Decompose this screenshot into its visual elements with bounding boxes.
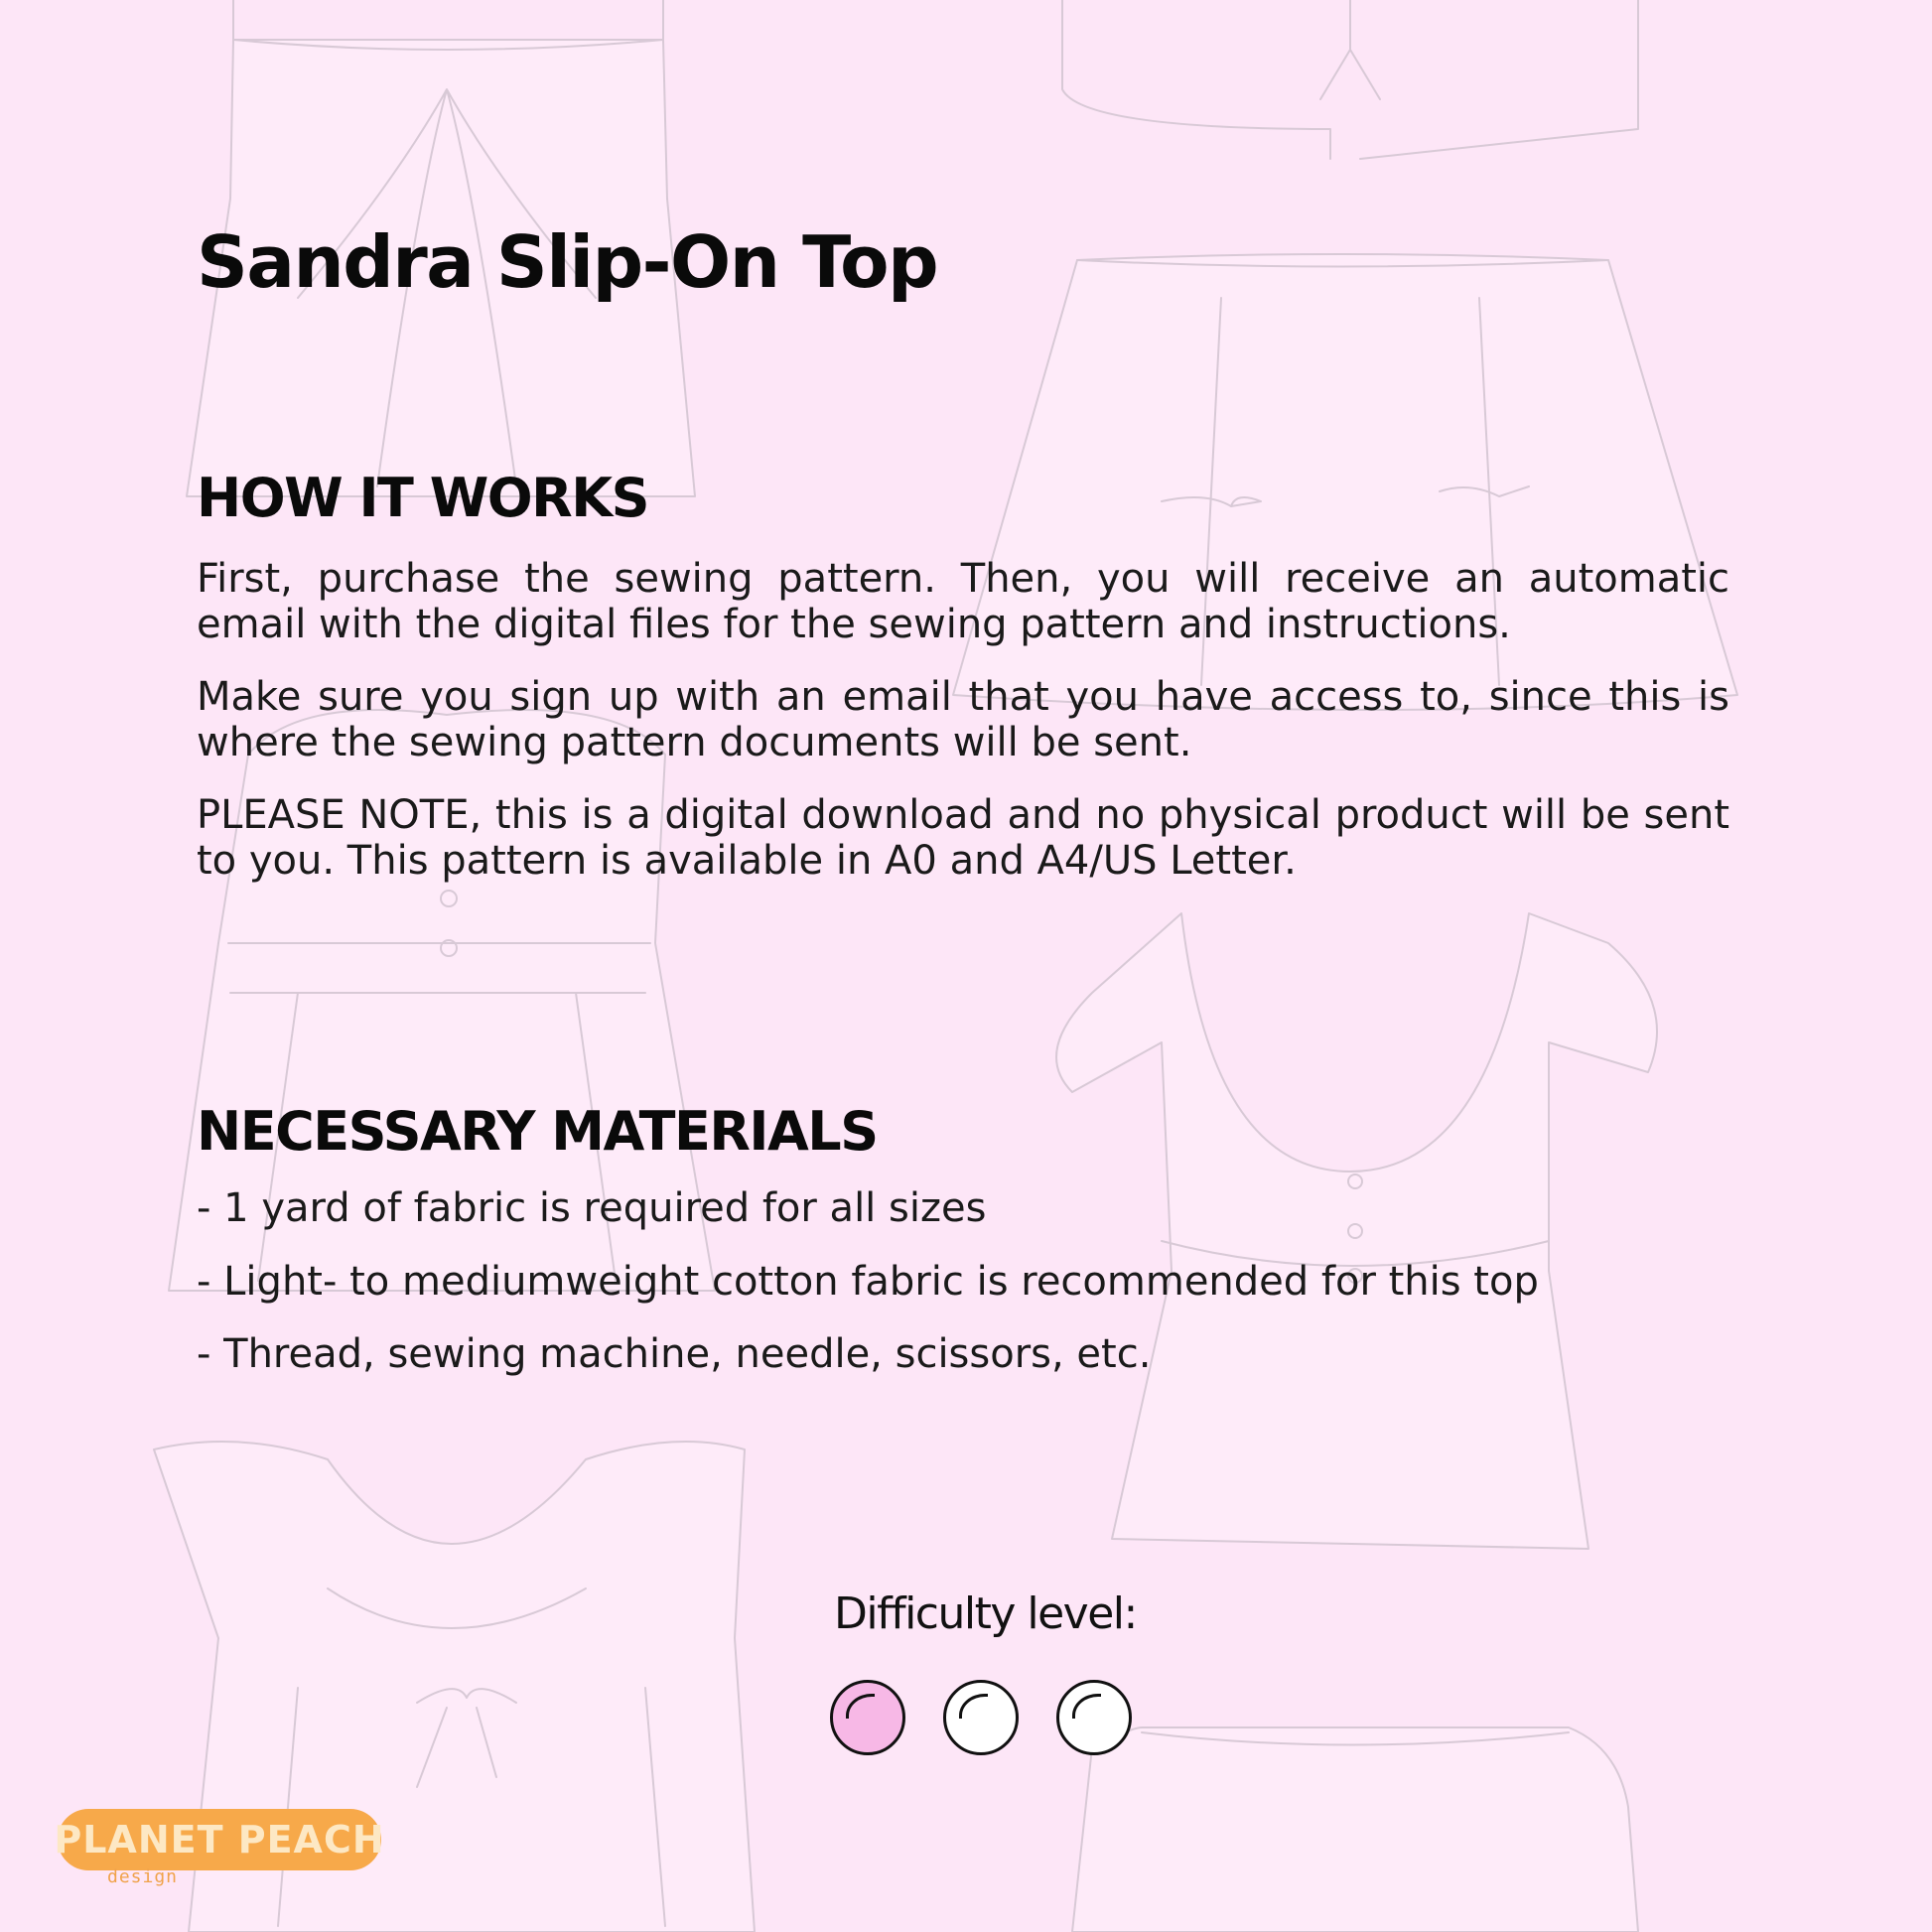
how-it-works-paragraph-1: First, purchase the sewing pattern. Then, you will receive an automatic email with the digital files for the sewing pattern and instructions. [197, 556, 1729, 647]
brand-logo-subtitle: design [107, 1866, 179, 1887]
puff-sleeve-blouse-sketch [1056, 913, 1657, 1549]
page-title: Sandra Slip-On Top [197, 220, 938, 304]
bottom-right-top-sketch [1072, 1727, 1638, 1932]
materials-item: - Thread, sewing machine, needle, scissors, etc. [197, 1331, 1152, 1377]
difficulty-dot-empty [1056, 1680, 1132, 1755]
dot-highlight [1072, 1694, 1101, 1719]
dot-highlight [959, 1694, 988, 1719]
difficulty-dot-filled [830, 1680, 905, 1755]
how-it-works-paragraph-2: Make sure you sign up with an email that you have access to, since this is where the sewing pattern documents will be sent. [197, 674, 1729, 765]
materials-heading: NECESSARY MATERIALS [197, 1100, 878, 1163]
materials-item: - Light- to mediumweight cotton fabric is recommended for this top [197, 1259, 1539, 1305]
difficulty-label: Difficulty level: [834, 1588, 1137, 1639]
brand-logo-text: PLANET PEACH [54, 1818, 385, 1862]
dot-highlight [846, 1694, 875, 1719]
crop-top-sketch [1062, 0, 1638, 159]
brand-logo [54, 1809, 385, 1870]
materials-item: - 1 yard of fabric is required for all sizes [197, 1185, 987, 1231]
how-it-works-paragraph-3: PLEASE NOTE, this is a digital download and no physical product will be sent to you. This pattern is available in A0 and A4/US Letter. [197, 792, 1729, 884]
how-it-works-heading: HOW IT WORKS [197, 467, 648, 529]
difficulty-dot-empty [943, 1680, 1019, 1755]
